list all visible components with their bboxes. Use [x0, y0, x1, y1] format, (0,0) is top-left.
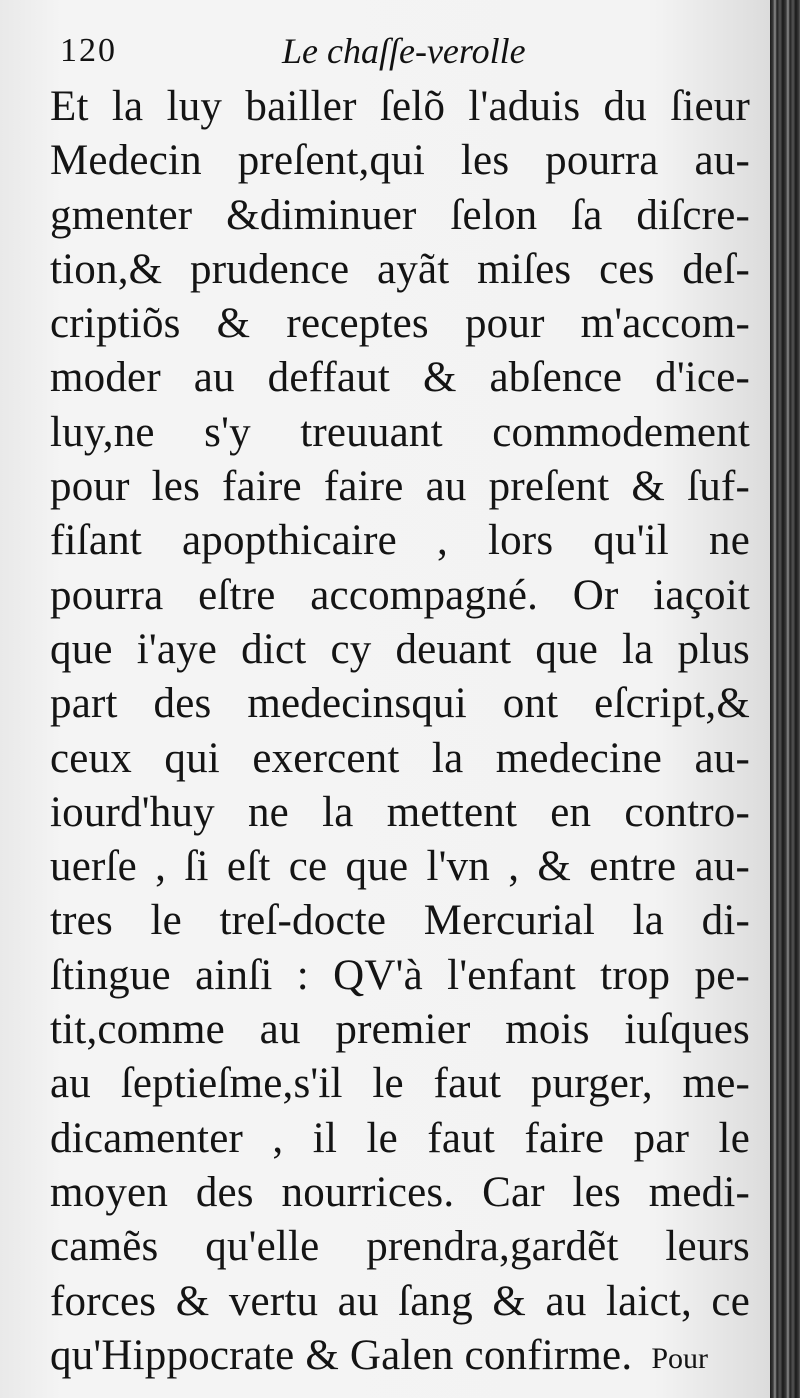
- body-text: [50, 80, 750, 1383]
- text-line: criptiõs & receptes pour m'accom-: [50, 300, 750, 348]
- text-line: luy,ne s'y treuuant commodement: [50, 408, 750, 456]
- page-number: 120: [60, 32, 117, 69]
- text-line: pour les faire faire au preſent & ſuf-: [50, 463, 750, 511]
- binding-edge: [770, 0, 800, 1398]
- text-line: tres le treſ-docte Mercurial la di-: [50, 897, 750, 945]
- text-line: moyen des nourrices. Car les medi-: [50, 1168, 750, 1216]
- text-line: tit,comme au premier mois iuſques: [50, 1006, 750, 1054]
- text-line: Medecin preſent,qui les pourra au-: [50, 137, 750, 185]
- text-line: que i'aye dict cy deuant que la plus: [50, 625, 750, 673]
- text-line: gmenter &diminuer ſelon ſa diſcre-: [50, 191, 750, 239]
- text-line: ſtingue ainſi : QV'à l'enfant trop pe-: [50, 951, 750, 999]
- catchword: Pour: [651, 1342, 708, 1375]
- text-line: part des medecinsqui ont eſcript,&: [50, 680, 750, 728]
- text-line: Et la luy bailler ſelõ l'aduis du ſieur: [50, 83, 750, 130]
- text-line: forces & vertu au ſang & au laict, ce: [50, 1277, 750, 1325]
- text-line: au ſeptieſme,s'il le faut purger, me-: [50, 1060, 750, 1108]
- text-line: tion,& prudence ayãt miſes ces deſ-: [50, 245, 750, 293]
- text-line: pourra eſtre accompagné. Or iaçoit: [50, 571, 750, 619]
- text-line: qu'Hippocrate & Galen confirme.: [50, 1331, 633, 1379]
- text-line: fiſant apopthicaire , lors qu'il ne: [50, 517, 750, 565]
- text-line: camẽs qu'elle prendra,gardẽt leurs: [50, 1223, 750, 1271]
- text-line: uerſe , ſi eſt ce que l'vn , & entre au-: [50, 843, 750, 891]
- running-head: [60, 26, 680, 82]
- running-title: Le chaſſe-verolle: [282, 31, 526, 71]
- text-line: moder au deffaut & abſence d'ice-: [50, 354, 750, 402]
- text-line: ceux qui exercent la medecine au-: [50, 734, 750, 782]
- text-line: dicamenter , il le faut faire par le: [50, 1114, 750, 1162]
- text-line: iourd'huy ne la mettent en contro-: [50, 788, 750, 836]
